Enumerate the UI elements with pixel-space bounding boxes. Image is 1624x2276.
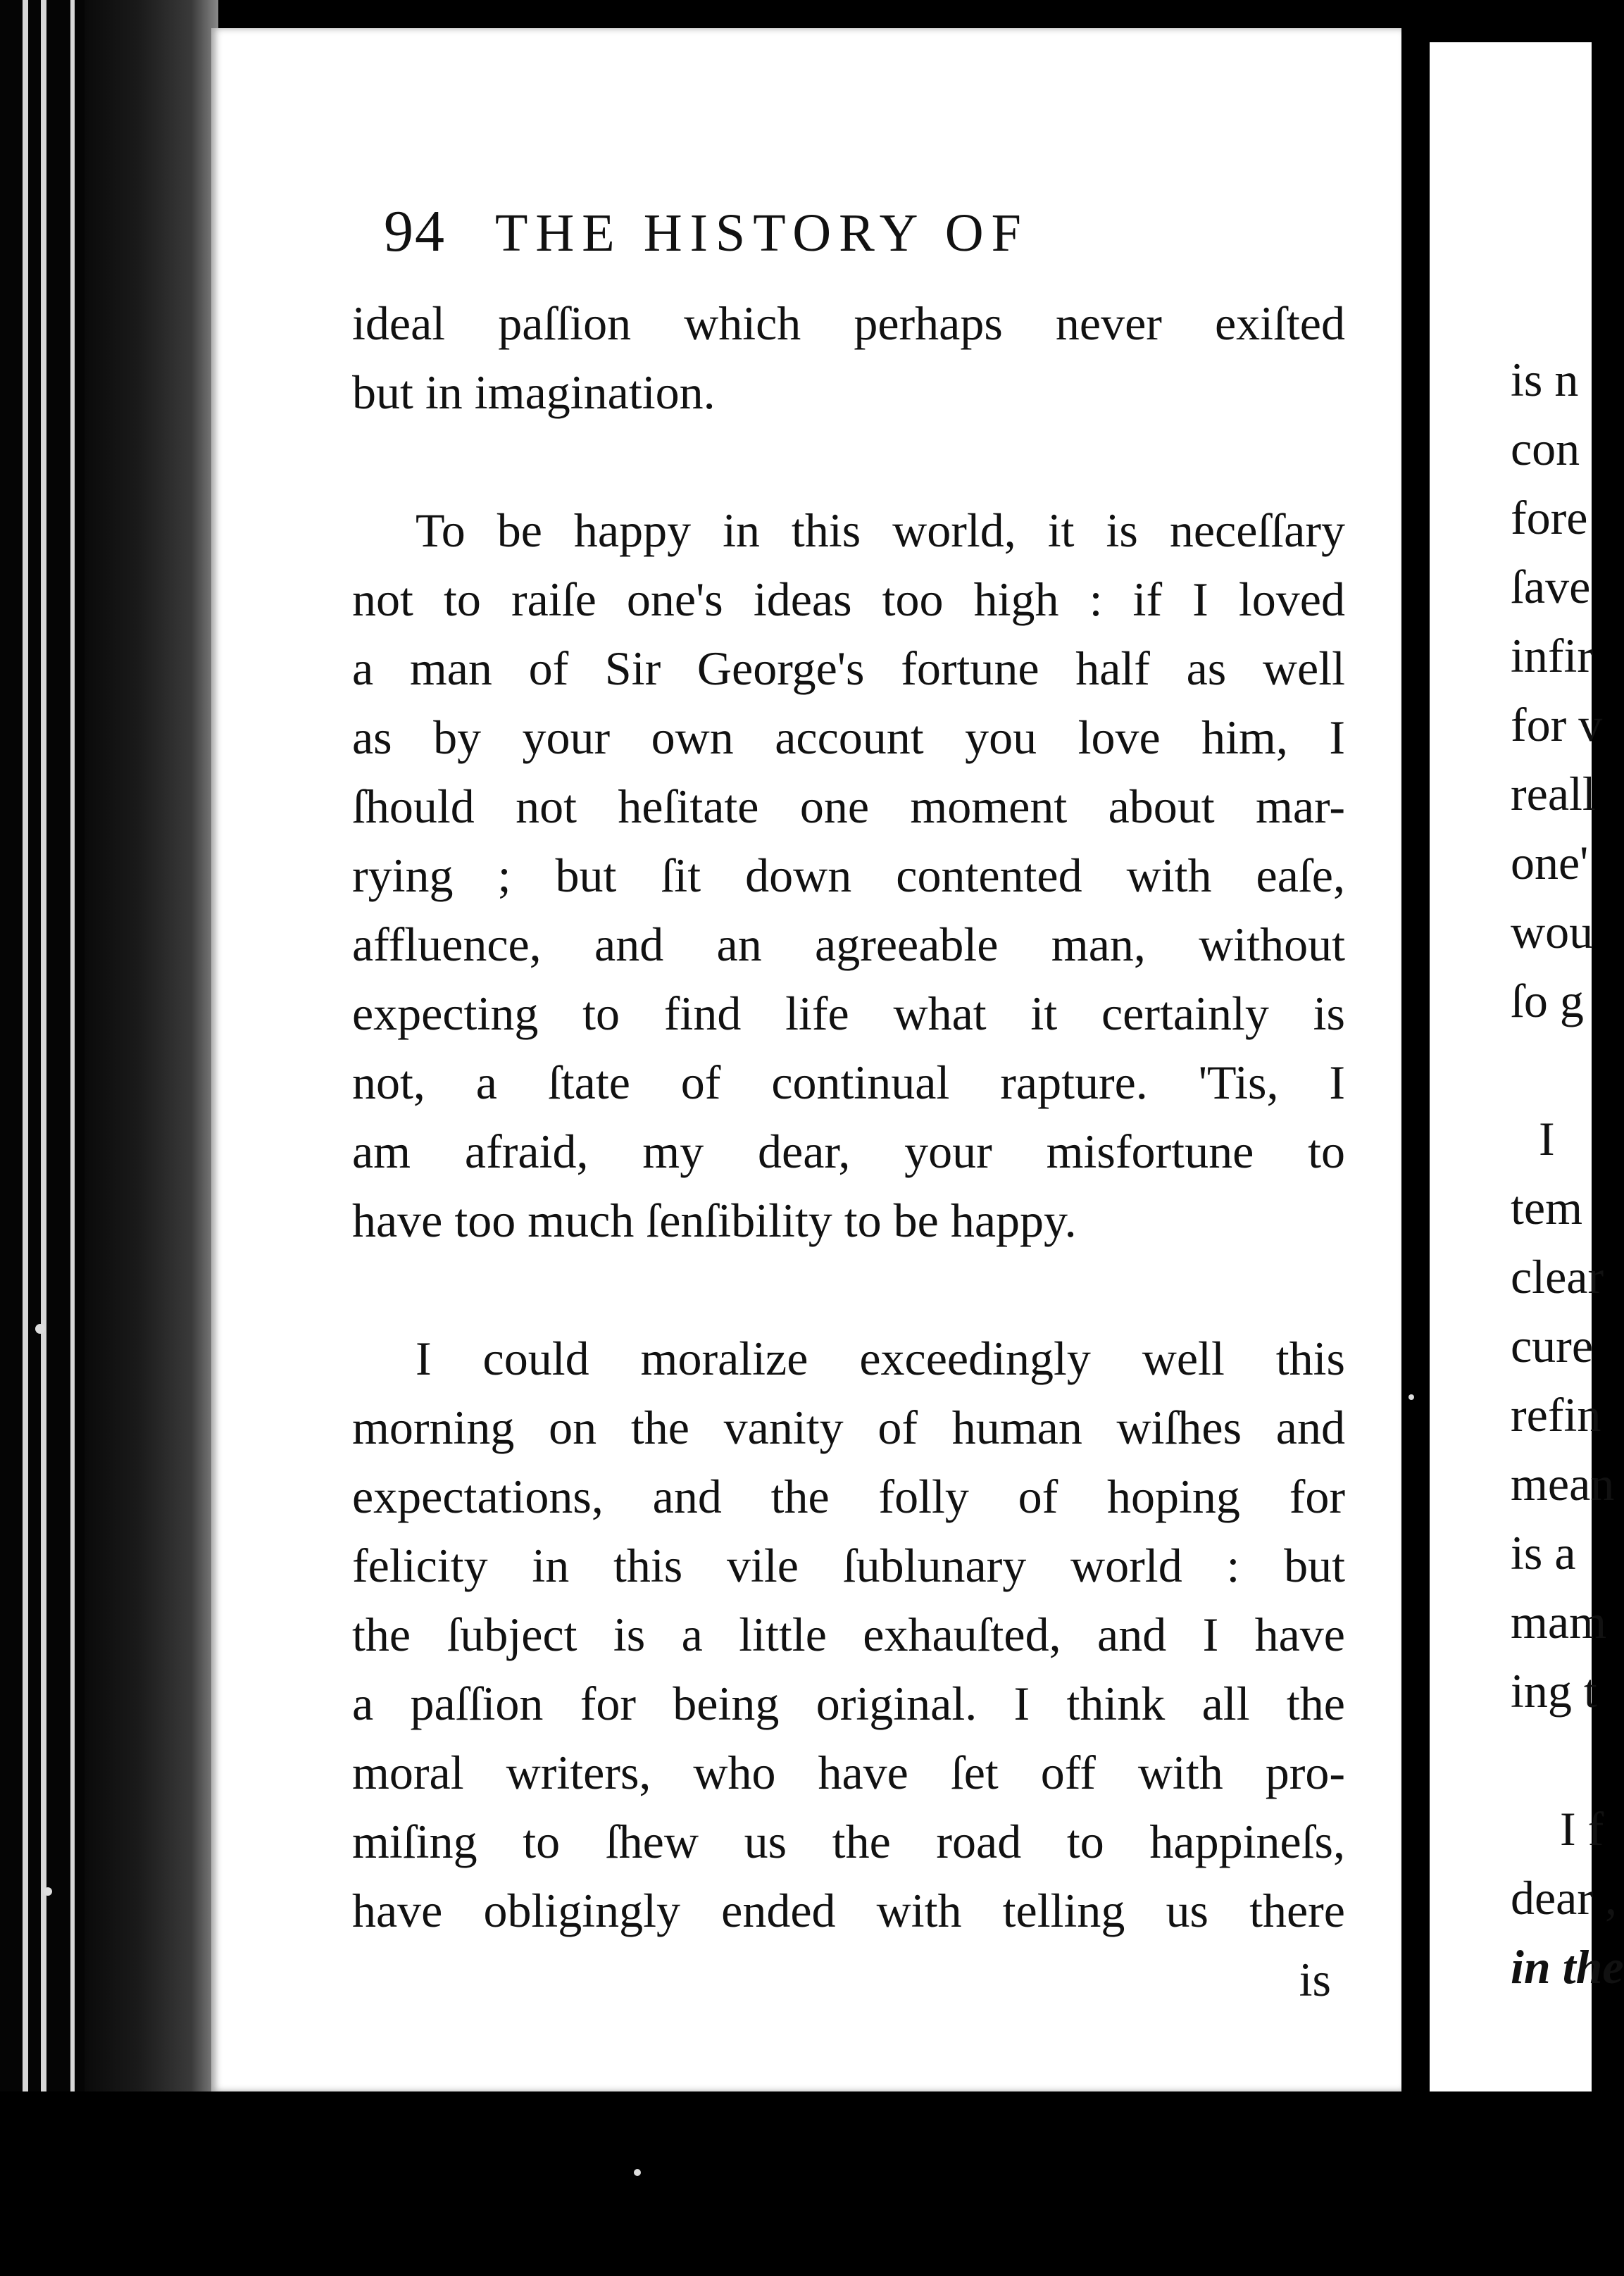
text-line: have too much ſenſibility to be happy.	[352, 1194, 1077, 1247]
scan-speck	[1408, 1394, 1414, 1400]
text-line: but in imagination.	[352, 365, 716, 419]
text-line: am afraid, my dear, your misfortune to	[352, 1125, 1345, 1178]
binding-edge-line	[41, 0, 46, 2234]
text-fragment: fore	[1511, 491, 1588, 544]
scan-speck	[35, 1324, 45, 1334]
paragraph-2	[352, 496, 1345, 1255]
text-fragment: is n	[1511, 353, 1579, 406]
text-line: ideal paſſion which perhaps never exiſted	[352, 296, 1345, 350]
text-line: affluence, and an agreeable man, without	[352, 918, 1345, 971]
text-fragment: for v	[1511, 698, 1603, 751]
text-fragment: one'	[1511, 836, 1589, 889]
text-line: To be happy in this world, it is neceſſary	[416, 504, 1345, 557]
text-line: not to raiſe one's ideas too high : if I loved	[352, 573, 1345, 626]
page-gutter	[85, 0, 218, 2276]
catchword: is	[1299, 1953, 1331, 2006]
text-line: as by your own account you love him, I	[352, 711, 1345, 764]
right-page-fragment	[1430, 42, 1624, 2099]
page-divider	[1401, 0, 1430, 2276]
scan-speck	[44, 1887, 52, 1896]
text-line: felicity in this vile ſublunary world : but	[352, 1539, 1345, 1592]
paragraph-gap	[1511, 1035, 1624, 1104]
text-fragment: mam	[1511, 1595, 1606, 1649]
text-line: a paſſion for being original. I think all the	[352, 1677, 1345, 1730]
left-page-text-block	[352, 197, 1345, 2014]
text-line: I could moralize exceedingly well this	[416, 1332, 1345, 1385]
text-fragment: cure	[1511, 1319, 1594, 1373]
paragraph-gap	[1511, 1725, 1624, 1794]
book-binding	[0, 0, 218, 2276]
text-fragment: reall	[1511, 767, 1596, 820]
text-fragment: tem	[1511, 1181, 1582, 1234]
paragraph-1	[352, 289, 1345, 427]
text-fragment: I f	[1560, 1802, 1604, 1856]
right-page-text	[1511, 345, 1624, 2001]
text-fragment: is a	[1511, 1526, 1576, 1580]
text-fragment: dear ,	[1511, 1871, 1618, 1925]
text-line: miſing to ſhew us the road to happineſs,	[352, 1815, 1345, 1868]
text-fragment: ſave	[1511, 560, 1591, 613]
text-fragment: clear	[1511, 1250, 1604, 1303]
text-fragment: con	[1511, 422, 1580, 475]
binding-edge-line	[70, 0, 75, 2234]
text-fragment: mean	[1511, 1457, 1615, 1511]
text-line: moral writers, who have ſet off with pro-	[352, 1746, 1345, 1799]
running-title: THE HISTORY OF	[495, 204, 1029, 263]
text-fragment: wou	[1511, 905, 1594, 958]
text-line: not, a ſtate of continual rapture. 'Tis, I	[352, 1056, 1345, 1109]
text-fragment: refin	[1511, 1388, 1601, 1442]
page-number: 94	[384, 199, 446, 264]
scan-speck	[634, 2169, 641, 2176]
text-line: morning on the vanity of human wiſhes and	[352, 1401, 1345, 1454]
text-line: have obligingly ended with telling us there	[352, 1884, 1345, 1937]
text-line: expectations, and the folly of hoping for	[352, 1470, 1345, 1523]
text-line: the ſubject is a little exhauſted, and I have	[352, 1608, 1345, 1661]
scan-background-bottom	[0, 2091, 1592, 2276]
binding-edge-line	[23, 0, 28, 2234]
text-line: rying ; but ſit down contented with eaſe,	[352, 849, 1345, 902]
text-fragment: I	[1539, 1112, 1555, 1165]
running-head	[384, 197, 1345, 289]
paragraph-3	[352, 1324, 1345, 1945]
text-fragment: infir	[1511, 629, 1594, 682]
text-fragment: ſo g	[1511, 974, 1584, 1027]
left-page	[211, 28, 1401, 2091]
text-fragment-italic: in the	[1511, 1940, 1624, 1994]
text-line: a man of Sir George's fortune half as well	[352, 642, 1345, 695]
text-line: ſhould not heſitate one moment about mar-	[352, 780, 1345, 833]
text-fragment: ing t	[1511, 1664, 1597, 1718]
text-line: expecting to find life what it certainly is	[352, 987, 1345, 1040]
